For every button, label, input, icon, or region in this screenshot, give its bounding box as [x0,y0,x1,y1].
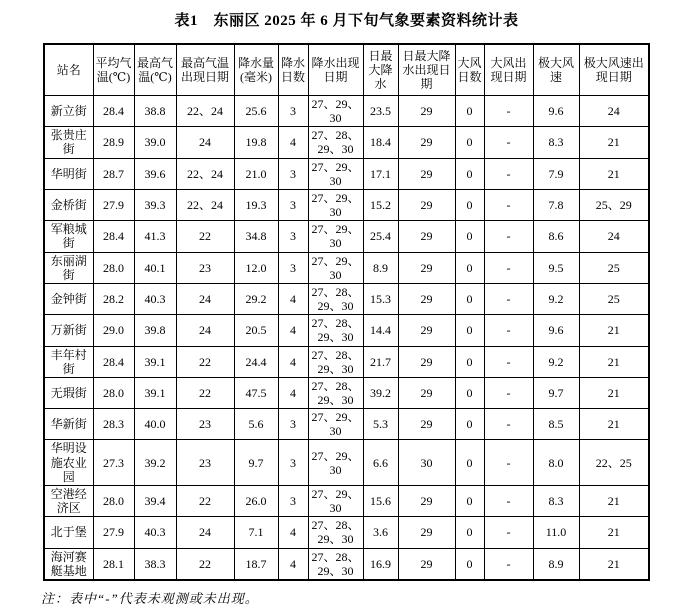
value-cell: 7.8 [533,189,579,220]
value-cell: 28.0 [93,485,134,516]
value-cell: 21 [579,485,649,516]
value-cell: 27、28、29、30 [308,315,363,346]
value-cell: 23 [176,409,234,440]
value-cell: 9.5 [533,252,579,283]
table-row [44,127,649,158]
value-cell: 22 [176,346,234,377]
value-cell: 20.5 [234,315,278,346]
value-cell: 21 [579,409,649,440]
value-cell: 38.8 [134,96,176,127]
value-cell: - [484,517,533,548]
column-header: 日最大降水出现日期 [398,44,455,96]
value-cell: 0 [455,315,484,346]
station-name-cell: 华新街 [44,409,93,440]
value-cell: - [484,158,533,189]
value-cell: 3 [278,485,308,516]
value-cell: 27、29、30 [308,96,363,127]
table-row [44,96,649,127]
value-cell: 34.8 [234,221,278,252]
footnote: 注：表中“-”代表未观测或未出现。 [41,590,259,606]
value-cell: 29 [398,189,455,220]
value-cell: 18.7 [234,548,278,580]
value-cell: 28.1 [93,548,134,580]
value-cell: 5.3 [363,409,398,440]
value-cell: - [484,548,533,580]
column-header: 大风出现日期 [484,44,533,96]
value-cell: 28.0 [93,252,134,283]
value-cell: 0 [455,252,484,283]
value-cell: 21 [579,315,649,346]
value-cell: 27、29、30 [308,252,363,283]
value-cell: 25 [579,252,649,283]
value-cell: 0 [455,485,484,516]
station-name-cell: 华明街 [44,158,93,189]
table-row [44,221,649,252]
value-cell: 29 [398,485,455,516]
value-cell: 19.8 [234,127,278,158]
station-name-cell: 东丽湖街 [44,252,93,283]
value-cell: 29 [398,315,455,346]
value-cell: 19.3 [234,189,278,220]
column-header: 最高气温出现日期 [176,44,234,96]
value-cell: 40.3 [134,283,176,314]
value-cell: 17.1 [363,158,398,189]
value-cell: 24 [579,221,649,252]
value-cell: 22 [176,221,234,252]
value-cell: - [484,485,533,516]
value-cell: 9.2 [533,346,579,377]
column-header: 站名 [44,44,93,96]
value-cell: 21.7 [363,346,398,377]
value-cell: 27、29、30 [308,485,363,516]
value-cell: 9.2 [533,283,579,314]
value-cell: 3 [278,158,308,189]
value-cell: 22、25 [579,440,649,485]
value-cell: 11.0 [533,517,579,548]
column-header: 降水出现日期 [308,44,363,96]
value-cell: 0 [455,440,484,485]
table-row [44,440,649,485]
value-cell: 26.0 [234,485,278,516]
value-cell: 27、28、29、30 [308,127,363,158]
value-cell: 27.9 [93,189,134,220]
value-cell: - [484,127,533,158]
value-cell: 40.0 [134,409,176,440]
value-cell: 0 [455,283,484,314]
table-row [44,315,649,346]
value-cell: 8.3 [533,127,579,158]
column-header: 降水日数 [278,44,308,96]
column-header: 降水量(毫米) [234,44,278,96]
value-cell: 28.7 [93,158,134,189]
value-cell: 14.4 [363,315,398,346]
value-cell: 8.6 [533,221,579,252]
value-cell: 27、28、29、30 [308,548,363,580]
table-row [44,346,649,377]
column-header: 平均气温(℃) [93,44,134,96]
value-cell: 27、28、29、30 [308,283,363,314]
table-row [44,252,649,283]
value-cell: 0 [455,189,484,220]
value-cell: 21.0 [234,158,278,189]
value-cell: 40.3 [134,517,176,548]
value-cell: 25、29 [579,189,649,220]
value-cell: 28.3 [93,409,134,440]
value-cell: 28.4 [93,221,134,252]
value-cell: 29 [398,409,455,440]
value-cell: 24.4 [234,346,278,377]
value-cell: 15.6 [363,485,398,516]
table-row [44,548,649,580]
value-cell: 25.4 [363,221,398,252]
value-cell: 25 [579,283,649,314]
table-row [44,517,649,548]
station-name-cell: 丰年村街 [44,346,93,377]
value-cell: 9.6 [533,315,579,346]
value-cell: 39.1 [134,377,176,408]
value-cell: 3.6 [363,517,398,548]
value-cell: 29.0 [93,315,134,346]
value-cell: 8.9 [533,548,579,580]
value-cell: 27、29、30 [308,189,363,220]
value-cell: 29 [398,346,455,377]
value-cell: 47.5 [234,377,278,408]
value-cell: 29.2 [234,283,278,314]
value-cell: 7.9 [533,158,579,189]
value-cell: 39.3 [134,189,176,220]
value-cell: 22、24 [176,96,234,127]
value-cell: 27、29、30 [308,158,363,189]
value-cell: 39.4 [134,485,176,516]
value-cell: 29 [398,252,455,283]
value-cell: 29 [398,377,455,408]
value-cell: 0 [455,158,484,189]
value-cell: 8.5 [533,409,579,440]
value-cell: 22 [176,548,234,580]
document-title: 表1 东丽区 2025 年 6 月下旬气象要素资料统计表 [174,13,519,29]
value-cell: 4 [278,127,308,158]
value-cell: 23 [176,440,234,485]
value-cell: 39.1 [134,346,176,377]
value-cell: 39.6 [134,158,176,189]
value-cell: 15.2 [363,189,398,220]
value-cell: 0 [455,409,484,440]
value-cell: 18.4 [363,127,398,158]
value-cell: - [484,440,533,485]
table-row [44,158,649,189]
value-cell: 29 [398,158,455,189]
column-header: 极大风速出现日期 [579,44,649,96]
value-cell: 28.9 [93,127,134,158]
value-cell: 30 [398,440,455,485]
value-cell: 28.2 [93,283,134,314]
station-name-cell: 无瑕街 [44,377,93,408]
value-cell: 7.1 [234,517,278,548]
value-cell: 0 [455,127,484,158]
station-name-cell: 万新街 [44,315,93,346]
value-cell: 22 [176,485,234,516]
value-cell: 28.0 [93,377,134,408]
table-row [44,189,649,220]
column-header: 极大风速 [533,44,579,96]
value-cell: 39.2 [134,440,176,485]
value-cell: 0 [455,96,484,127]
value-cell: 0 [455,346,484,377]
value-cell: 29 [398,548,455,580]
value-cell: 29 [398,517,455,548]
table-row [44,485,649,516]
value-cell: 24 [579,96,649,127]
value-cell: - [484,221,533,252]
station-name-cell: 张贵庄街 [44,127,93,158]
value-cell: 4 [278,346,308,377]
table-row [44,283,649,314]
value-cell: 3 [278,221,308,252]
value-cell: - [484,252,533,283]
value-cell: 0 [455,377,484,408]
header-row [44,44,649,96]
value-cell: 21 [579,377,649,408]
value-cell: 3 [278,252,308,283]
value-cell: 9.7 [533,377,579,408]
value-cell: 21 [579,127,649,158]
value-cell: 27、29、30 [308,440,363,485]
value-cell: 6.6 [363,440,398,485]
column-header: 最高气温(℃) [134,44,176,96]
value-cell: 27.9 [93,517,134,548]
table-row [44,409,649,440]
value-cell: - [484,377,533,408]
value-cell: 5.6 [234,409,278,440]
value-cell: 21 [579,346,649,377]
station-name-cell: 新立街 [44,96,93,127]
column-header: 大风日数 [455,44,484,96]
value-cell: 25.6 [234,96,278,127]
value-cell: 8.0 [533,440,579,485]
value-cell: 29 [398,96,455,127]
station-name-cell: 空港经济区 [44,485,93,516]
value-cell: 27、29、30 [308,409,363,440]
value-cell: 27、29、30 [308,221,363,252]
value-cell: 15.3 [363,283,398,314]
station-name-cell: 华明设施农业园 [44,440,93,485]
value-cell: 3 [278,409,308,440]
value-cell: - [484,96,533,127]
value-cell: 23.5 [363,96,398,127]
value-cell: 0 [455,517,484,548]
value-cell: 3 [278,96,308,127]
value-cell: 40.1 [134,252,176,283]
station-name-cell: 北于堡 [44,517,93,548]
station-name-cell: 海河赛艇基地 [44,548,93,580]
value-cell: 27.3 [93,440,134,485]
value-cell: 21 [579,158,649,189]
value-cell: 22、24 [176,158,234,189]
value-cell: 9.6 [533,96,579,127]
value-cell: 4 [278,377,308,408]
station-name-cell: 金钟街 [44,283,93,314]
value-cell: 4 [278,283,308,314]
value-cell: 22 [176,377,234,408]
value-cell: 0 [455,221,484,252]
value-cell: 24 [176,315,234,346]
value-cell: - [484,283,533,314]
column-header: 日最大降水 [363,44,398,96]
value-cell: 39.8 [134,315,176,346]
value-cell: 41.3 [134,221,176,252]
value-cell: 12.0 [234,252,278,283]
value-cell: 39.2 [363,377,398,408]
value-cell: 21 [579,548,649,580]
value-cell: 4 [278,548,308,580]
value-cell: - [484,315,533,346]
value-cell: 23 [176,252,234,283]
value-cell: 24 [176,517,234,548]
value-cell: 3 [278,189,308,220]
value-cell: 4 [278,315,308,346]
value-cell: 0 [455,548,484,580]
station-name-cell: 金桥街 [44,189,93,220]
weather-table [43,43,650,581]
value-cell: 3 [278,440,308,485]
value-cell: 29 [398,283,455,314]
value-cell: 38.3 [134,548,176,580]
value-cell: 28.4 [93,346,134,377]
value-cell: 27、28、29、30 [308,377,363,408]
value-cell: 8.9 [363,252,398,283]
value-cell: 22、24 [176,189,234,220]
value-cell: 16.9 [363,548,398,580]
table-row [44,377,649,408]
value-cell: - [484,409,533,440]
value-cell: 39.0 [134,127,176,158]
value-cell: 8.3 [533,485,579,516]
value-cell: - [484,189,533,220]
value-cell: 29 [398,127,455,158]
value-cell: 27、28、29、30 [308,517,363,548]
station-name-cell: 军粮城街 [44,221,93,252]
value-cell: 21 [579,517,649,548]
value-cell: 24 [176,283,234,314]
value-cell: 9.7 [234,440,278,485]
value-cell: 28.4 [93,96,134,127]
value-cell: 27、28、29、30 [308,346,363,377]
value-cell: 4 [278,517,308,548]
value-cell: 29 [398,221,455,252]
value-cell: - [484,346,533,377]
value-cell: 24 [176,127,234,158]
table-body [44,96,649,580]
